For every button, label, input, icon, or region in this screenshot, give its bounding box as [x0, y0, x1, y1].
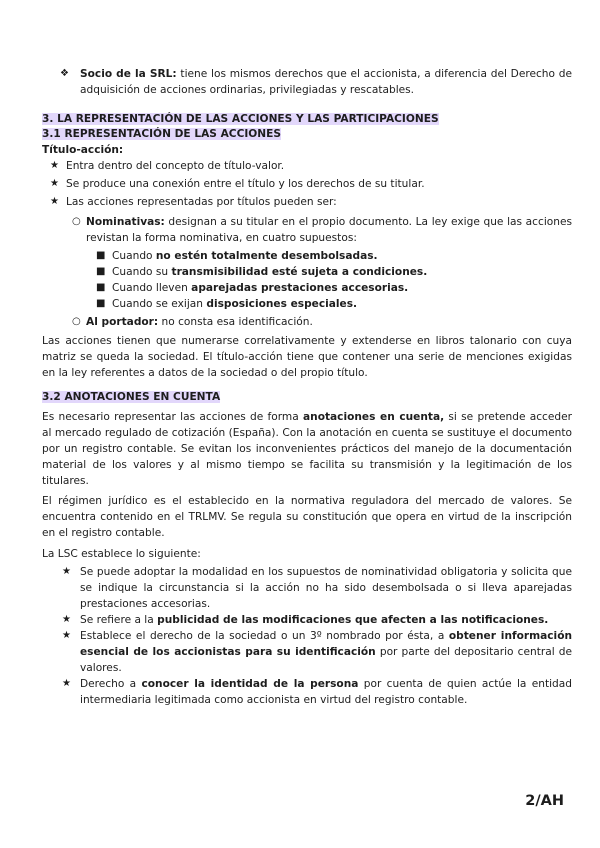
star-bullet-icon: ★: [62, 566, 71, 577]
lsc-item: ★ Se refiere a la publicidad de las modificaciones que afecten a las notificaciones.: [62, 614, 549, 626]
list-item: ★ Entra dentro del concepto de título-valor.: [50, 160, 285, 172]
nominativas-item: ○ Nominativas: designan a su titular en el propio documento. La ley exige que las acciones revistan la forma nominativa, en cuatro supuestos:: [72, 216, 572, 244]
supuesto-item: ■ Cuando su transmisibilidad esté sujeta a condiciones.: [96, 266, 428, 278]
square-bullet-icon: ■: [96, 298, 106, 309]
diamond-bullet-icon: ❖: [60, 68, 69, 79]
supuesto-item: ■ Cuando no estén totalmente desembolsadas.: [96, 250, 378, 262]
page-number: 2/AH: [525, 793, 564, 809]
star-bullet-icon: ★: [50, 160, 59, 171]
paragraph: Las acciones tienen que numerarse correlativamente y extenderse en libros talonario con cuya matriz se queda la sociedad. El título-acción tiene que contener una serie de menciones exigidas en la ley referentes a datos de la sociedad o del propio título.: [42, 335, 572, 379]
circle-bullet-icon: ○: [72, 316, 81, 327]
paragraph: El régimen jurídico es el establecido en la normativa reguladora del mercado de valores. Se encuentra contenido en el TRLMV. Se regula su constitución que opera en virtud de la inscripción en el registro contable.: [42, 495, 572, 539]
star-bullet-icon: ★: [62, 614, 71, 625]
lsc-item: ★ Derecho a conocer la identidad de la persona por cuenta de quien actúe la entidad intermediaria legitimada como accionista en virtud del registro contable.: [62, 678, 572, 706]
section-3-1-title: 3.1 REPRESENTACIÓN DE LAS ACCIONES: [42, 128, 282, 140]
star-bullet-icon: ★: [62, 630, 71, 641]
lsc-item: ★ Establece el derecho de la sociedad o un 3º nombrado por ésta, a obtener información esencial de los accionistas para su identificación por parte del depositario central de valores.: [62, 630, 573, 674]
circle-bullet-icon: ○: [72, 216, 81, 227]
supuesto-item: ■ Cuando lleven aparejadas prestaciones accesorias.: [96, 282, 409, 294]
list-item: ★ Se produce una conexión entre el título y los derechos de su titular.: [50, 178, 425, 190]
star-bullet-icon: ★: [50, 178, 59, 189]
section-3-title: 3. LA REPRESENTACIÓN DE LAS ACCIONES Y LAS PARTICIPACIONES: [42, 113, 439, 125]
paragraph: Es necesario representar las acciones de forma anotaciones en cuenta, si se pretende acceder al mercado regulado de cotización (España). Con la anotación en cuenta se sustituye el documento por un registro contable. Se evitan los inconvenientes prácticos del manejo de la documentación material de los valores y al mismo tiempo se facilita su transmisión y la legitimación de los titulares.: [42, 411, 572, 487]
socio-srl-item: [60, 66, 572, 98]
square-bullet-icon: ■: [96, 266, 106, 277]
paragraph: La LSC establece lo siguiente:: [42, 548, 201, 560]
socio-label: Socio de la SRL:: [80, 68, 177, 80]
square-bullet-icon: ■: [96, 250, 106, 261]
supuesto-item: ■ Cuando se exijan disposiciones especiales.: [96, 298, 358, 310]
square-bullet-icon: ■: [96, 282, 106, 293]
star-bullet-icon: ★: [50, 196, 59, 207]
titulo-accion-heading: Título-acción:: [42, 144, 124, 156]
socio-text: tiene los mismos derechos que el accionista, a diferencia del Derecho de adquisición de acciones ordinarias, privilegiadas y rescatables.: [80, 68, 572, 96]
portador-item: ○ Al portador: no consta esa identificación.: [72, 316, 313, 328]
star-bullet-icon: ★: [62, 678, 71, 689]
list-item: ★ Las acciones representadas por títulos pueden ser:: [50, 196, 337, 208]
section-3-2-title: 3.2 ANOTACIONES EN CUENTA: [42, 391, 221, 403]
lsc-item: ★ Se puede adoptar la modalidad en los supuestos de nominatividad obligatoria y solicita que se indique la circunstancia si la acción no ha sido desembolsada o si lleva aparejadas prestaciones accesorias.: [62, 566, 572, 610]
